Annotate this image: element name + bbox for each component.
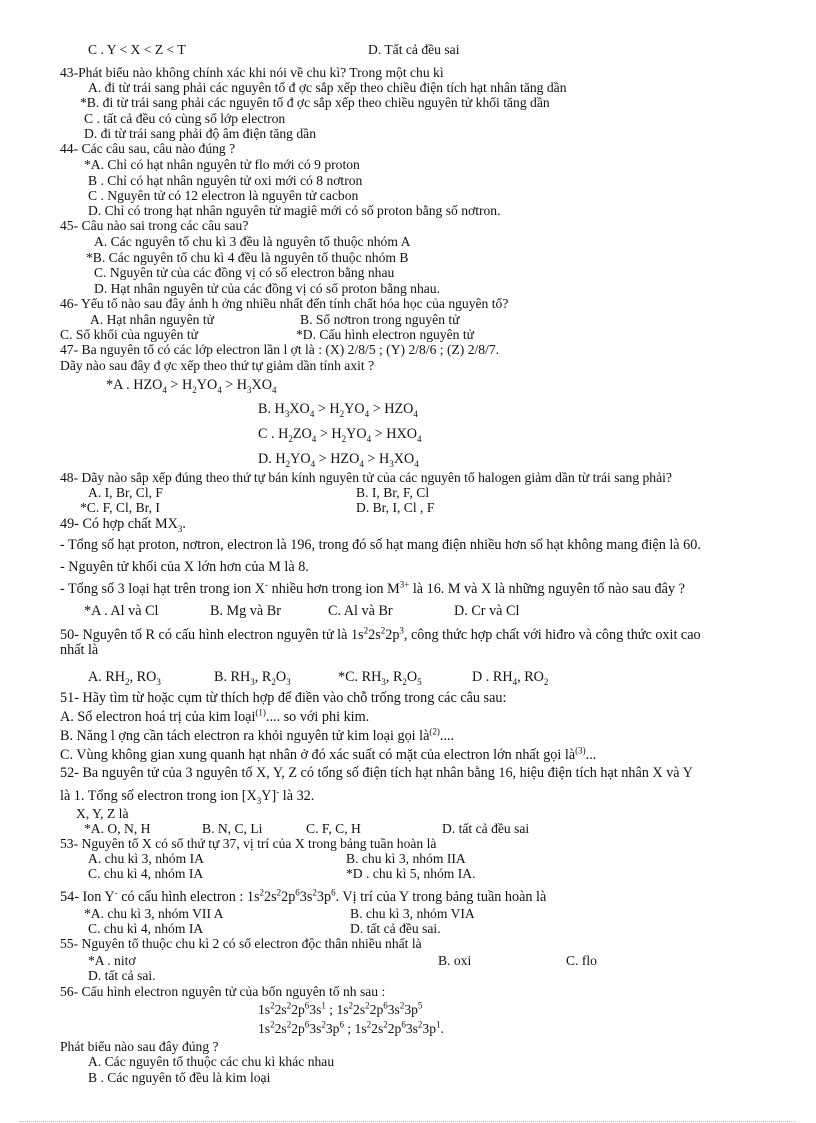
text-line-l60: A. chu kì 3, nhóm IA (88, 851, 204, 866)
text-line-l32: *C. F, Cl, Br, I (80, 500, 160, 515)
text-line-l39: B. Mg và Br (210, 603, 281, 619)
text-line-l37: - Tổng số 3 loại hạt trên trong ion X- nhiều hơn trong ion $M^{3+}$ là 16. M và X là những nguyên tố nào sau đây ? (60, 579, 685, 597)
text-line-l34: 49- Có hợp chất $MX_3$. (60, 516, 186, 534)
text-line-l36: - Nguyên tử khối của X lớn hơn của M là 8. (60, 559, 309, 575)
text-line-l57: C. F, C, H (306, 821, 361, 836)
text-line-l21: C. Số khối của nguyên tử (60, 327, 199, 342)
text-line-l16: C. Nguyên tử của các đồng vị có số electron bằng nhau (94, 265, 395, 280)
text-line-l56: B. N, C, Li (202, 821, 263, 836)
text-line-l65: *A. chu kì 3, nhóm VII A (84, 906, 224, 921)
text-line-l15: *B. Các nguyên tố chu kì 4 đều là nguyên tố thuộc nhóm B (86, 250, 409, 265)
text-line-l50: B. Năng l ợng cần tách electron ra khỏi nguyên tử kim loại gọi $là^{(2)}$.... (60, 726, 455, 744)
text-line-l79: B . Các nguyên tố đều là kim loại (88, 1070, 271, 1085)
text-line-l25: *A . $HZO_4 > H_2YO_4 > H_3XO_4$ (106, 377, 277, 395)
text-line-l48: 51- Hãy tìm từ hoặc cụm từ thích hợp để điền vào chỗ trống trong các câu sau: (60, 690, 507, 706)
text-line-l52: 52- Ba nguyên tử của 3 nguyên tố X, Y, Z có tổng số điện tích hạt nhân bằng 16, hiệu điện tích hạt nhân X và Y (60, 765, 693, 781)
text-line-l38: *A . Al và Cl (84, 603, 159, 619)
text-line-l77: Phát biểu nào sau đây đúng ? (60, 1039, 219, 1054)
text-line-l23: 47- Ba nguyên tố có các lớp electron lần l ợt là : (X) 2/8/5 ; (Y) 2/8/6 ; (Z) 2/8/7. (60, 342, 500, 357)
text-line-l31: B. I, Br, F, Cl (356, 485, 430, 500)
text-line-l03: 43-Phát biểu nào không chính xác khi nói về chu kì? Trong một chu kì (60, 65, 444, 80)
text-line-l04: A. đi từ trái sang phải các nguyên tố đ ợc sắp xếp theo chiều điện tích hạt nhân tăng dần (88, 80, 567, 95)
text-line-l68: D. tất cả đều sai. (350, 921, 441, 936)
text-line-l17: D. Hạt nhân nguyên tử của các đồng vị có số proton bằng nhau. (94, 281, 440, 296)
text-line-l64: 54- Ion Y- có cấu hình electron : $1s^22s^22p^63s^23p^6$. Vị trí của Y trong bảng tuần hoàn là (60, 887, 547, 905)
text-line-l40: C. Al và Br (328, 603, 393, 619)
text-line-l27: C . $H_2ZO_4 > H_2YO_4 > HXO_4$ (258, 426, 422, 444)
text-line-l51: C. Vùng không gian xung quanh hạt nhân ở đó xác suất có mặt của electron lớn nhất gọi $là^{(3)}$... (60, 745, 597, 763)
text-line-l19: A. Hạt nhân nguyên tử (90, 312, 215, 327)
text-line-l14: A. Các nguyên tố chu kì 3 đều là nguyên tố thuộc nhóm A (94, 234, 411, 249)
text-line-l02: D. Tất cả đều sai (368, 42, 460, 57)
text-line-l75: $1s^22s^22p^63s^1$ ; $1s^22s^22p^63s^23p^5$ (258, 1000, 423, 1017)
text-line-l13: 45- Câu nào sai trong các câu sau? (60, 218, 249, 233)
text-line-l73: D. tất cả sai. (88, 968, 156, 983)
text-line-l01: C . Y < X < Z < T (88, 42, 186, 57)
text-line-l05: *B. đi từ trái sang phải các nguyên tố đ ợc sắp xếp theo chiều nguyên tử khối tăng dần (80, 95, 550, 110)
text-line-l12: D. Chỉ có trong hạt nhân nguyên tử magiê mới có số proton bằng số nơtron. (88, 203, 501, 218)
text-line-l06: C . tất cả đều có cùng số lớp electron (84, 111, 286, 126)
text-line-l33: D. Br, I, Cl , F (356, 500, 435, 515)
text-line-l11: C . Nguyên tử có 12 electron là nguyên tử cacbon (88, 188, 359, 203)
text-line-l58: D. tất cả đều sai (442, 821, 530, 836)
text-line-l43: nhất là (60, 642, 99, 658)
text-line-l59: 53- Nguyên tố X có số thứ tự 37, vị trí của X trong bảng tuần hoàn là (60, 836, 437, 851)
text-line-l09: *A. Chỉ có hạt nhân nguyên tử flo mới có 9 proton (84, 157, 360, 172)
text-line-l62: C. chu kì 4, nhóm IA (88, 866, 204, 881)
text-line-l74: 56- Cấu hình electron nguyên tử của bốn nguyên tố nh sau : (60, 984, 386, 999)
text-line-l29: 48- Dãy nào sắp xếp đúng theo thứ tự bán kính nguyên tử của các nguyên tố halogen giảm dần từ trái sang phải? (60, 470, 672, 485)
text-line-l26: B. $H_3XO_4 > H_2YO_4 > HZO_4$ (258, 401, 418, 419)
text-line-l07: D. đi từ trái sang phải độ âm điện tăng dần (84, 126, 316, 141)
text-line-l20: B. Số nơtron trong nguyên tử (300, 312, 460, 327)
text-line-l10: B . Chỉ có hạt nhân nguyên tử oxi mới có 8 nơtron (88, 173, 363, 188)
text-line-l41: D. Cr và Cl (454, 603, 520, 619)
text-line-l72: C. flo (566, 953, 597, 968)
text-line-l22: *D. Cấu hình electron nguyên tử (296, 327, 475, 342)
text-line-l47: D . $RH_4$, $RO_2$ (472, 669, 549, 687)
text-line-l49: A. Số electron hoá trị của kim loại$^{(1)}$.... so với phi kim. (60, 707, 370, 725)
text-line-l54: X, Y, Z là (76, 806, 129, 821)
text-line-l53: là 1. Tổng số electron trong ion $[X_3Y]^-$ là 32. (60, 786, 315, 806)
text-line-l08: 44- Các câu sau, câu nào đúng ? (60, 141, 236, 156)
page-bottom-rule (20, 1121, 796, 1122)
text-line-l46: *C. $RH_3$, $R_2O_5$ (338, 669, 422, 687)
text-line-l55: *A. O, N, H (84, 821, 151, 836)
text-line-l28: D. $H_2YO_4 > HZO_4 > H_3XO_4$ (258, 451, 419, 469)
text-line-l67: C. chu kì 4, nhóm IA (88, 921, 204, 936)
text-line-l18: 46- Yếu tố nào sau đây ảnh h ởng nhiều nhất đến tính chất hóa học của nguyên tố? (60, 296, 509, 311)
text-line-l45: B. $RH_3$, $R_2O_3$ (214, 669, 291, 687)
text-line-l69: 55- Nguyên tố thuộc chu kì 2 có số electron độc thân nhiều nhất là (60, 936, 422, 951)
text-line-l35: - Tổng số hạt proton, nơtron, electron là 196, trong đó số hạt mang điện nhiều hơn số hạt không mang điện là 60. (60, 537, 701, 553)
text-line-l61: B. chu kì 3, nhóm IIA (346, 851, 466, 866)
text-line-l42: 50- Nguyên tố R có cấu hình electron nguyên tử là $1s^22s^22p^3$, công thức hợp chất với hiđro và công thức oxit cao (60, 625, 701, 643)
text-line-l24: Dãy nào sau đây đ ợc xếp theo thứ tự giảm dần tính axit ? (60, 358, 375, 373)
text-line-l70: *A . nitơ (88, 953, 136, 968)
text-line-l30: A. I, Br, Cl, F (88, 485, 163, 500)
text-line-l71: B. oxi (438, 953, 472, 968)
text-line-l44: A. $RH_2$, $RO_3$ (88, 669, 161, 687)
text-line-l78: A. Các nguyên tố thuộc các chu kì khác nhau (88, 1054, 335, 1069)
text-line-l76: $1s^22s^22p^63s^23p^6$ ; $1s^22s^22p^63s^23p^1$. (258, 1019, 444, 1036)
text-line-l63: *D . chu kì 5, nhóm IA. (346, 866, 476, 881)
text-line-l66: B. chu kì 3, nhóm VIA (350, 906, 475, 921)
